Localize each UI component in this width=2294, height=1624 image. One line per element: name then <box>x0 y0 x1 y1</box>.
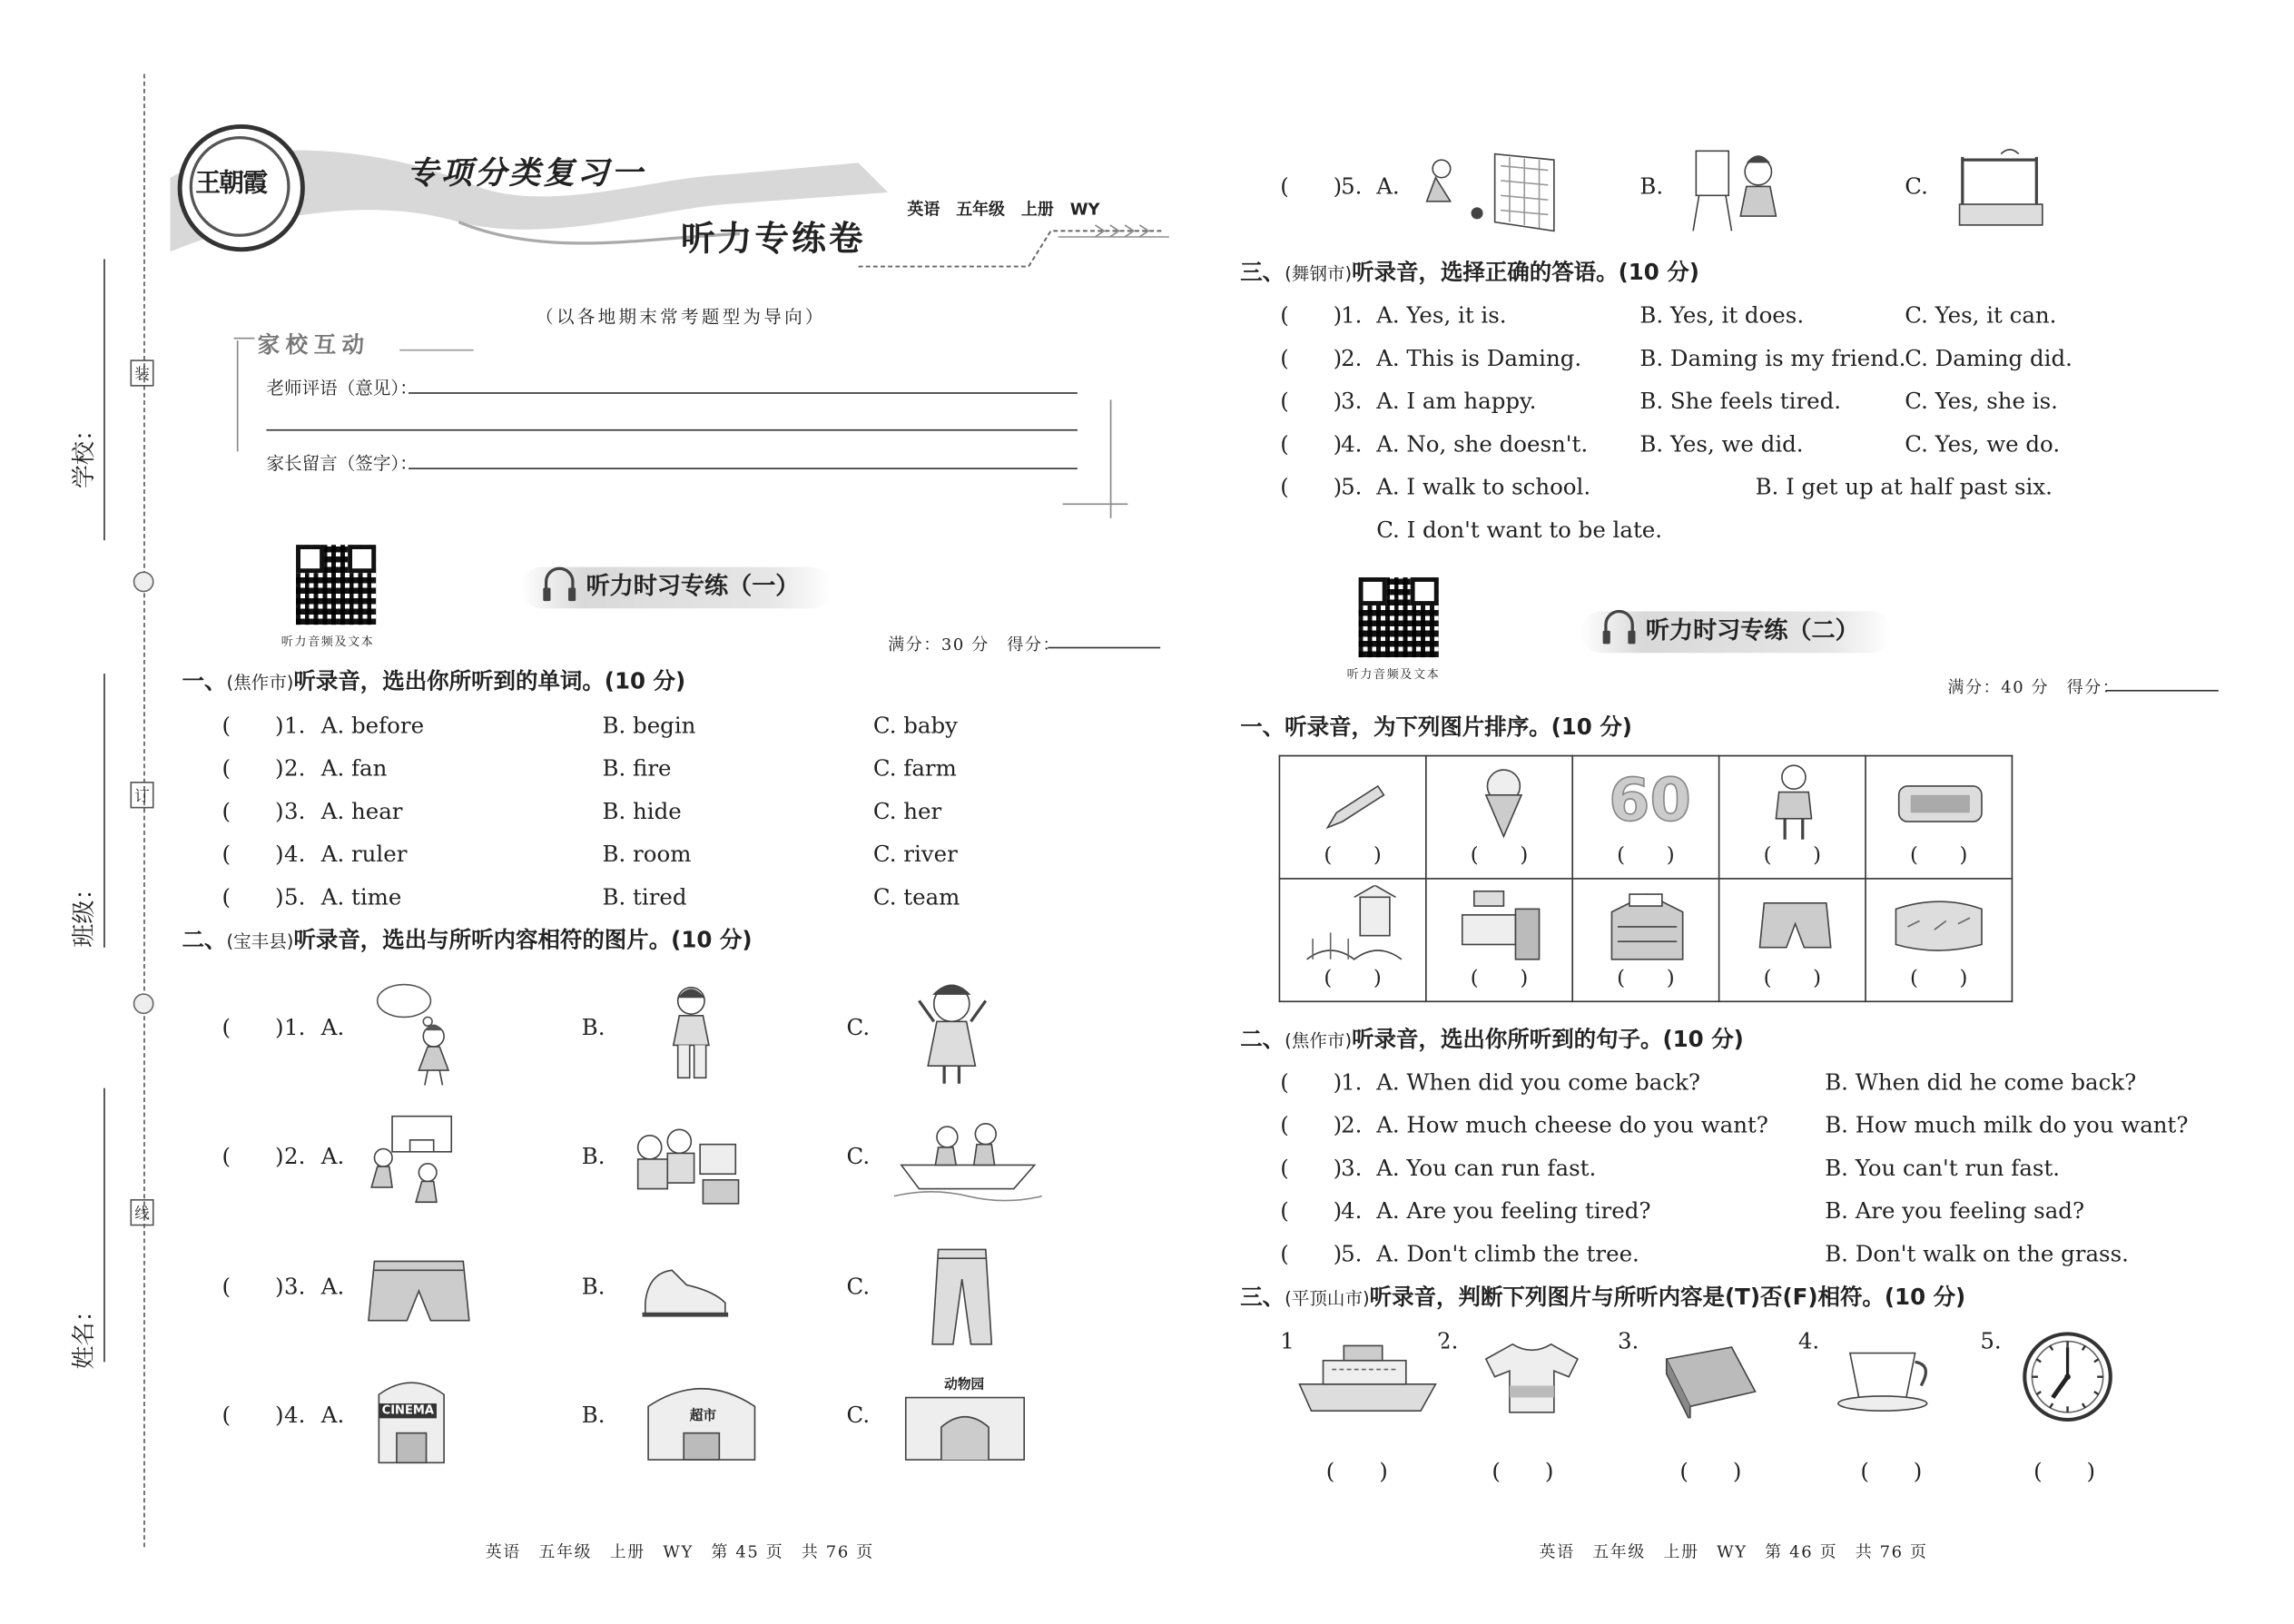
supermarket-sign: 超市 <box>689 1409 717 1424</box>
publisher-logo <box>178 124 305 251</box>
answer-bracket[interactable]: ( ) <box>222 1014 284 1041</box>
teacher-comment-line[interactable] <box>409 392 1078 394</box>
section-header: 一、(焦作市)听录音，选出你所听到的单词。(10 分) <box>182 667 686 694</box>
score-blank[interactable] <box>2106 690 2219 692</box>
answer-bracket[interactable]: ( ) <box>222 1273 284 1300</box>
option-b: B. tired <box>602 883 687 910</box>
practice-title: 听力时习专练（二） <box>1645 615 1859 645</box>
option-a: A. ruler <box>320 841 408 868</box>
option-c: C. I don't want to be late. <box>1376 517 1663 544</box>
option-b: B. You can't run fast. <box>1825 1155 2061 1182</box>
answer-bracket[interactable]: ( ) <box>1280 1155 1343 1182</box>
class-field-line[interactable] <box>103 674 105 948</box>
answer-bracket[interactable]: ( ) <box>1763 966 1822 991</box>
answer-bracket[interactable]: ( ) <box>1324 843 1382 868</box>
painting-picture <box>1688 143 1791 234</box>
grid-cell-kitchen <box>1426 879 1572 1001</box>
answer-bracket[interactable]: ( ) <box>1909 966 1968 991</box>
page-footer-left: 英语 五年级 上册 WY 第 45 页 共 76 页 <box>485 1542 874 1562</box>
cinema-picture <box>373 1373 450 1465</box>
option-b: B. Daming is my friend. <box>1639 344 1906 372</box>
option-a: A. This is Daming. <box>1376 344 1582 372</box>
grid-cell-ice-cream <box>1426 756 1572 879</box>
supermarket-picture <box>634 1377 770 1466</box>
answer-bracket[interactable]: ( ) <box>1280 1240 1343 1268</box>
subject-tag: 英语 五年级 上册 WY <box>907 200 1100 220</box>
shorts-picture <box>367 1255 470 1330</box>
question-number: 2. <box>284 754 306 782</box>
answer-bracket[interactable]: ( ) <box>1280 388 1343 415</box>
seal-mark: 线 <box>130 1199 153 1225</box>
page-footer-right: 英语 五年级 上册 WY 第 46 页 共 76 页 <box>1539 1542 1928 1562</box>
option-b: B. Are you feeling sad? <box>1825 1197 2085 1225</box>
option-a-label: A. <box>320 1273 345 1300</box>
book-picture <box>1658 1342 1761 1419</box>
grid-cell-sad-boy <box>1719 756 1866 879</box>
option-a: A. Yes, it is. <box>1376 301 1507 330</box>
practice-title: 听力时习专练（一） <box>586 571 800 600</box>
name-label: 姓名： <box>69 1298 98 1370</box>
question-number: 2. <box>284 1143 306 1170</box>
answer-bracket[interactable]: ( ) <box>1280 1197 1343 1225</box>
answer-bracket[interactable]: ( ) <box>222 798 284 825</box>
series-title: 专项分类复习一 <box>407 155 645 192</box>
logo-text: 王朝霞 <box>195 168 267 199</box>
ship-picture <box>1294 1340 1442 1417</box>
option-a: A. Are you feeling tired? <box>1376 1197 1651 1225</box>
option-c-label: C. <box>846 1402 871 1429</box>
option-a: A. fan <box>320 754 388 782</box>
option-a: A. time <box>320 883 402 910</box>
teacher-comment-line-2[interactable] <box>266 429 1077 431</box>
score-line: 满分：40 分 得分： <box>1947 677 2121 698</box>
grid-cell-number <box>1572 756 1718 879</box>
headphone-icon <box>1601 605 1637 650</box>
binding-hole <box>133 572 154 593</box>
number-sixty: 60 <box>1609 766 1691 835</box>
clock-picture <box>2020 1330 2114 1424</box>
question-number: 3. <box>1341 388 1363 415</box>
binding-hole <box>133 993 154 1014</box>
option-a: A. I walk to school. <box>1376 473 1591 501</box>
option-c-label: C. <box>1905 172 1928 201</box>
option-b: B. fire <box>602 754 672 782</box>
answer-bracket[interactable]: ( ) <box>1679 1458 1742 1485</box>
home-school-box <box>234 326 1129 518</box>
seal-mark: 装 <box>130 359 153 386</box>
option-c: C. baby <box>872 712 958 739</box>
section-header: 二、(宝丰县)听录音，选出与所听内容相符的图片。(10 分) <box>182 926 753 954</box>
grid-cell-pool <box>1866 756 2012 879</box>
answer-bracket[interactable]: ( ) <box>1280 1068 1343 1096</box>
question-number: 3. <box>284 1273 306 1300</box>
section-header: 三、(舞钢市)听录音，选择正确的答语。(10 分) <box>1240 259 1699 286</box>
option-a: A. No, she doesn't. <box>1376 430 1589 458</box>
option-a: A. I am happy. <box>1376 388 1537 415</box>
option-b: B. Yes, it does. <box>1639 301 1805 330</box>
option-c: C. farm <box>872 754 957 782</box>
girl-thinking-picture <box>362 977 466 1088</box>
option-a-label: A. <box>1376 172 1400 201</box>
question-number: 5. <box>1341 473 1363 501</box>
playground-picture <box>1951 145 2054 231</box>
option-b: B. When did he come back? <box>1825 1068 2137 1096</box>
answer-bracket[interactable]: ( ) <box>1617 843 1675 868</box>
paper-subtitle: （以各地期末常考题型为导向） <box>536 306 826 328</box>
sneaker-picture <box>636 1255 733 1326</box>
basketball-picture <box>359 1113 463 1209</box>
question-number: 3. <box>284 798 306 825</box>
picture-ordering-grid <box>1279 755 2013 1002</box>
option-c: C. Yes, she is. <box>1905 388 2058 415</box>
trousers-picture <box>930 1246 996 1347</box>
qr-code[interactable] <box>1359 577 1439 657</box>
option-c-label: C. <box>846 1014 871 1041</box>
headphone-icon <box>542 563 577 607</box>
answer-bracket[interactable]: ( ) <box>1617 966 1675 991</box>
sad-boy-icon <box>1770 763 1817 842</box>
answer-bracket[interactable]: ( ) <box>1470 966 1529 991</box>
grid-cell-pond <box>1866 879 2012 1001</box>
zoo-sign: 动物园 <box>941 1378 988 1394</box>
answer-bracket[interactable]: ( ) <box>1280 344 1343 372</box>
option-a: A. How much cheese do you want? <box>1376 1111 1768 1139</box>
question-number: 3. <box>1341 1155 1363 1182</box>
option-c: C. team <box>872 883 960 910</box>
soccer-goal-picture <box>1418 148 1566 234</box>
children-computer-picture <box>629 1121 747 1210</box>
zoo-picture <box>897 1373 1033 1462</box>
option-c: C. river <box>872 841 958 868</box>
option-b-label: B. <box>581 1273 605 1300</box>
option-c-label: C. <box>846 1143 871 1170</box>
name-field-line[interactable] <box>103 1088 105 1363</box>
question-number: 5. <box>284 883 306 910</box>
option-b: B. room <box>602 841 692 868</box>
section-header: 二、(焦作市)听录音，选出你所听到的句子。(10 分) <box>1240 1026 1744 1053</box>
option-a: A. When did you come back? <box>1376 1068 1700 1096</box>
option-a: A. Don't climb the tree. <box>1376 1240 1639 1268</box>
picture-number: 3. <box>1617 1327 1639 1355</box>
option-b-label: B. <box>581 1402 605 1429</box>
home-school-title: 家校互动 <box>257 331 370 359</box>
pond-icon <box>1890 897 1988 953</box>
class-label: 班级： <box>69 876 98 948</box>
picture-number: 2. <box>1437 1327 1459 1355</box>
answer-bracket[interactable]: ( ) <box>1280 301 1343 330</box>
grid-cell-shorts <box>1719 879 1866 1001</box>
option-a: A. before <box>320 712 425 739</box>
answer-bracket[interactable]: ( ) <box>222 1402 284 1429</box>
question-number: 1. <box>1341 301 1363 330</box>
option-b: B. Yes, we did. <box>1639 430 1804 458</box>
qr-label: 听力音频及文本 <box>1346 667 1441 682</box>
pool-icon <box>1895 780 1984 827</box>
question-number: 1. <box>1341 1068 1363 1096</box>
answer-bracket[interactable]: ( ) <box>1280 172 1343 201</box>
question-number: 4. <box>1341 430 1363 458</box>
school-label: 学校： <box>69 417 98 489</box>
option-b: B. begin <box>602 712 696 739</box>
answer-bracket[interactable]: ( ) <box>1492 1458 1554 1485</box>
school-field-line[interactable] <box>103 259 105 540</box>
option-c-label: C. <box>846 1273 871 1300</box>
option-b: B. Don't walk on the grass. <box>1825 1240 2129 1268</box>
answer-bracket[interactable]: ( ) <box>2033 1458 2096 1485</box>
section-header: 一、听录音，为下列图片排序。(10 分) <box>1240 714 1632 741</box>
answer-bracket[interactable]: ( ) <box>222 754 284 782</box>
answer-bracket[interactable]: ( ) <box>1325 1458 1388 1485</box>
option-a: A. hear <box>320 798 403 825</box>
question-number: 1. <box>284 1014 306 1041</box>
shorts-icon <box>1758 901 1833 954</box>
option-a-label: A. <box>320 1143 345 1170</box>
option-a-label: A. <box>320 1402 345 1429</box>
option-c: C. Daming did. <box>1905 344 2072 372</box>
answer-bracket[interactable]: ( ) <box>1280 430 1343 458</box>
answer-bracket[interactable]: ( ) <box>1860 1458 1923 1485</box>
score-line: 满分：30 分 得分： <box>888 635 1061 655</box>
teacher-comment-label: 老师评语（意见）： <box>266 377 418 399</box>
boat-picture <box>894 1113 1042 1202</box>
picture-number: 4. <box>1797 1327 1820 1355</box>
paper-title: 听力专练卷 <box>680 220 866 260</box>
question-number: 2. <box>1341 1111 1363 1139</box>
kitchen-icon <box>1459 889 1541 963</box>
answer-bracket[interactable]: ( ) <box>1280 473 1343 501</box>
picture-number: 5. <box>1980 1327 2002 1355</box>
answer-bracket[interactable]: ( ) <box>1909 843 1968 868</box>
answer-bracket[interactable]: ( ) <box>222 841 284 868</box>
option-b-label: B. <box>1639 172 1664 201</box>
option-b: B. hide <box>602 798 682 825</box>
binding-dashed-line <box>143 74 145 1548</box>
answer-bracket[interactable]: ( ) <box>1280 1111 1343 1139</box>
t-shirt-picture <box>1480 1338 1583 1418</box>
option-b-label: B. <box>581 1143 605 1170</box>
question-number: 4. <box>1341 1197 1363 1225</box>
qr-code[interactable] <box>296 545 376 625</box>
qr-label: 听力音频及文本 <box>281 635 375 649</box>
option-c: C. her <box>872 798 942 825</box>
option-b: B. How much milk do you want? <box>1825 1111 2189 1139</box>
girl-standing-picture <box>658 980 724 1091</box>
question-number: 4. <box>284 1402 306 1429</box>
parent-message-label: 家长留言（签字）： <box>266 453 418 474</box>
grid-cell-building <box>1572 879 1718 1001</box>
girl-arms-up-picture <box>911 977 993 1088</box>
building-icon <box>1606 885 1689 965</box>
question-number: 4. <box>284 841 306 868</box>
answer-bracket[interactable]: ( ) <box>222 883 284 910</box>
section-header: 三、(平顶山市)听录音，判断下列图片与所听内容是(T)否(F)相符。(10 分) <box>1240 1283 1966 1311</box>
question-number: 5. <box>1341 1240 1363 1268</box>
answer-bracket[interactable]: ( ) <box>1324 966 1382 991</box>
teacup-picture <box>1836 1338 1939 1415</box>
pencil-icon <box>1322 777 1387 836</box>
option-a-label: A. <box>320 1014 345 1041</box>
option-b: B. She feels tired. <box>1639 388 1842 415</box>
parent-message-line[interactable] <box>409 468 1078 469</box>
answer-bracket[interactable]: ( ) <box>1470 843 1529 868</box>
cinema-sign: CINEMA <box>379 1403 437 1418</box>
picture-number: 1. <box>1280 1327 1302 1355</box>
option-b: B. I get up at half past six. <box>1755 473 2053 501</box>
grid-cell-pencil <box>1279 756 1425 879</box>
ice-cream-icon <box>1474 765 1533 840</box>
option-a: A. You can run fast. <box>1376 1155 1597 1182</box>
answer-bracket[interactable]: ( ) <box>1763 843 1822 868</box>
score-blank[interactable] <box>1048 647 1160 649</box>
seal-mark: 订 <box>130 782 153 808</box>
question-number: 1. <box>284 712 306 739</box>
question-number: 5. <box>1341 172 1363 201</box>
option-b-label: B. <box>581 1014 605 1041</box>
grid-cell-farm <box>1279 879 1425 1001</box>
farm-icon <box>1301 885 1404 968</box>
answer-bracket[interactable]: ( ) <box>222 1143 284 1170</box>
option-c: C. Yes, it can. <box>1905 301 2057 330</box>
question-number: 2. <box>1341 344 1363 372</box>
answer-bracket[interactable]: ( ) <box>222 712 284 739</box>
option-c: C. Yes, we do. <box>1905 430 2061 458</box>
